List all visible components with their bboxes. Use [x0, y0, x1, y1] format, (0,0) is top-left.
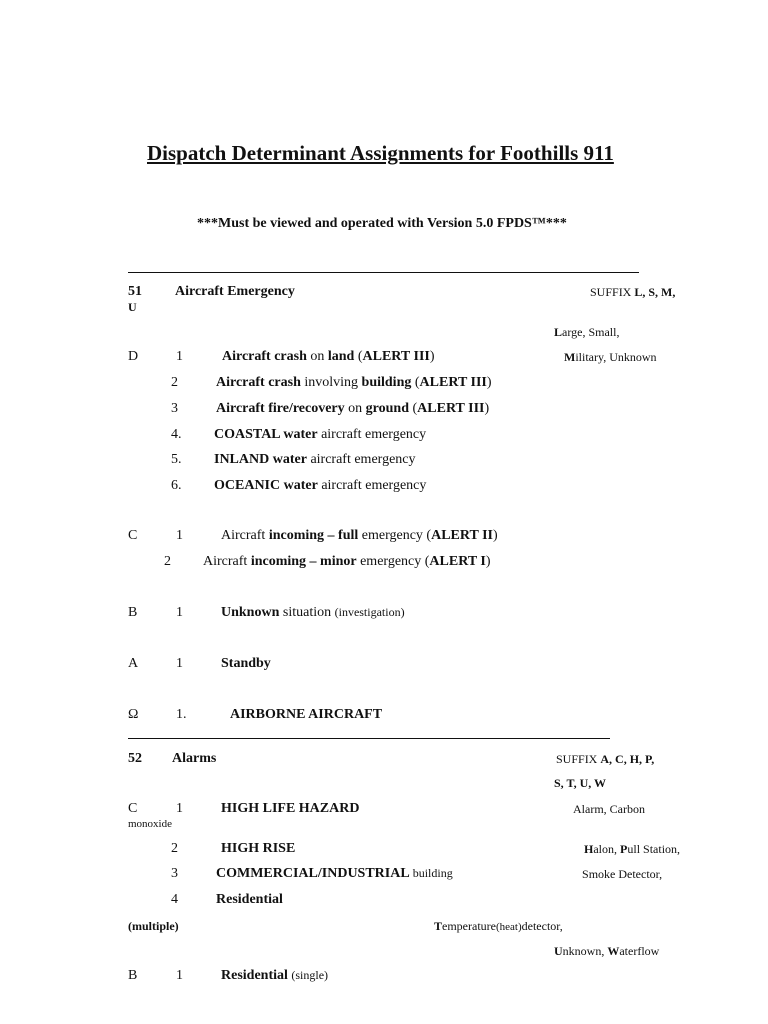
determinant-text: Residential	[216, 892, 283, 907]
determinant-number: 2	[171, 841, 178, 856]
section-divider	[128, 738, 610, 739]
determinant-text: Aircraft incoming – full emergency (ALERT II)	[221, 528, 498, 543]
suffix-description: Large, Small,	[554, 325, 620, 339]
determinant-text: Unknown situation (investigation)	[221, 605, 405, 620]
suffix-label: SUFFIX A, C, H, P,	[556, 752, 655, 766]
determinant-number: 1	[176, 968, 183, 983]
determinant-text: Aircraft fire/recovery on ground (ALERT III)	[216, 401, 490, 416]
determinant-level: B	[128, 605, 138, 620]
suffix-description: Temperature(heat)detector,	[434, 919, 563, 933]
determinant-text: COASTAL water aircraft emergency	[214, 427, 427, 442]
determinant-level: B	[128, 968, 138, 983]
determinant-number: 2	[171, 375, 178, 390]
determinant-number: 2	[164, 554, 171, 569]
suffix-description: Halon, Pull Station,	[584, 842, 681, 856]
determinant-number: 5.	[171, 452, 182, 467]
suffix-description: Smoke Detector,	[582, 867, 663, 881]
determinant-level: A	[128, 656, 139, 671]
determinant-text: Aircraft incoming – minor emergency (ALERT I)	[203, 554, 491, 569]
determinant-text: INLAND water aircraft emergency	[214, 452, 416, 467]
determinant-text-wrap: (multiple)	[128, 919, 179, 933]
determinant-level: Ω	[128, 707, 139, 722]
determinant-number: 1.	[176, 707, 187, 722]
determinant-number: 6.	[171, 478, 182, 493]
suffix-description: Unknown, Waterflow	[554, 944, 660, 958]
determinant-level: D	[128, 349, 139, 364]
determinant-text: Aircraft crash involving building (ALERT III)	[216, 375, 492, 390]
determinant-number: 1	[176, 349, 183, 364]
determinant-text: Residential (single)	[221, 968, 329, 983]
determinant-number: 3	[171, 866, 178, 881]
determinant-number: 4.	[171, 427, 182, 442]
suffix-description: Military, Unknown	[564, 350, 657, 364]
determinant-text: HIGH RISE	[221, 841, 296, 856]
determinant-number: 4	[171, 892, 178, 907]
determinant-text: HIGH LIFE HAZARD	[221, 801, 360, 816]
section-divider	[128, 272, 639, 273]
section-name: Alarms	[172, 751, 217, 766]
determinant-number: 1	[176, 656, 183, 671]
version-note: ***Must be viewed and operated with Version 5.0 FPDS™***	[197, 216, 567, 231]
determinant-number: 1	[176, 528, 183, 543]
suffix-description: Alarm, Carbon	[573, 802, 645, 816]
determinant-number: 3	[171, 401, 178, 416]
suffix-label: SUFFIX L, S, M,	[590, 285, 676, 299]
determinant-number: 1	[176, 605, 183, 620]
page-title: Dispatch Determinant Assignments for Foothills 911	[147, 141, 614, 165]
determinant-number: 1	[176, 801, 183, 816]
determinant-level: C	[128, 528, 138, 543]
section-number: 52	[128, 751, 142, 766]
determinant-text: COMMERCIAL/INDUSTRIAL building	[216, 866, 453, 881]
determinant-text: AIRBORNE AIRCRAFT	[230, 707, 383, 722]
determinant-text: Aircraft crash on land (ALERT III)	[222, 349, 435, 364]
determinant-text: OCEANIC water aircraft emergency	[214, 478, 427, 493]
section-number: 51	[128, 284, 142, 299]
determinant-level: C	[128, 801, 138, 816]
suffix-label-line2: S, T, U, W	[554, 776, 607, 790]
suffix-description-wrap: monoxide	[128, 818, 172, 830]
determinant-text: Standby	[221, 656, 271, 671]
section-name: Aircraft Emergency	[175, 284, 295, 299]
suffix-wrap: U	[128, 300, 137, 314]
